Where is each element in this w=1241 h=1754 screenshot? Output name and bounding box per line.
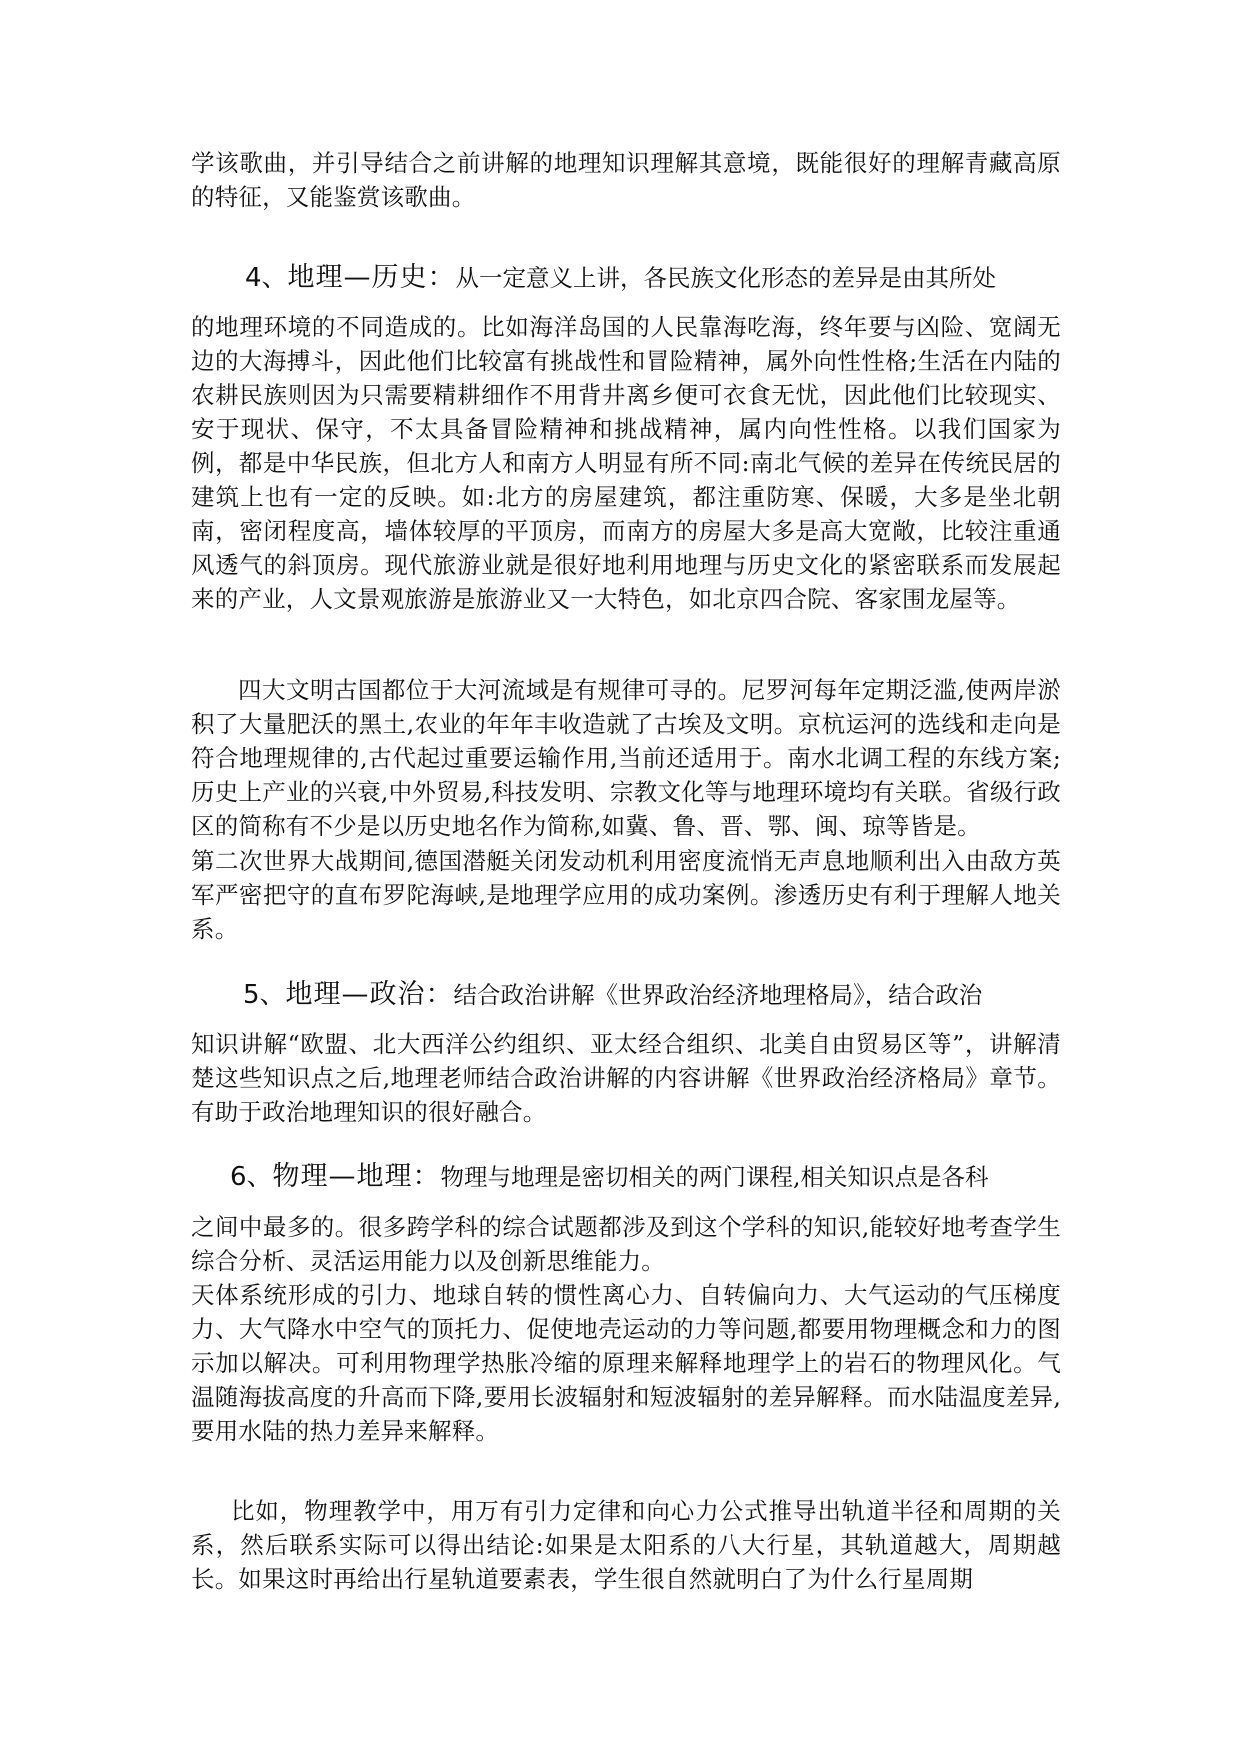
section-4-lead: 从一定意义上讲，各民族文化形态的差异是由其所处 <box>455 264 997 292</box>
section-5-heading <box>191 975 1113 1015</box>
section-4-title: 地理—历史： <box>287 262 456 293</box>
section-6-heading <box>191 1157 1100 1197</box>
intro-paragraph: 学该歌曲，并引导结合之前讲解的地理知识理解其意境，既能很好的理解青藏高原的特征，又能鉴赏该歌曲。 <box>191 149 1061 211</box>
section-6-paragraph-2: 天体系统形成的引力、地球自转的惯性离心力、自转偏向力、大气运动的气压梯度力、大气降水中空气的顶托力、促使地壳运动的力等问题,都要用物理概念和力的图示加以解决。可利用物理学热胀冷缩的原理来解释地理学上的岩石的物理风化。气温随海拔高度的升高而下降,要用长波辐射和短波辐射的差异解释。而水陆温度差异,要用水陆的热力差异来解释。 <box>191 1281 1061 1445</box>
section-5-lead: 结合政治讲解《世界政治经济地理格局》，结合政治 <box>453 981 983 1009</box>
section-6-paragraph-3: 比如，物理教学中，用万有引力定律和向心力公式推导出轨道半径和周期的关系，然后联系实际可以得出结论:如果是太阳系的八大行星，其轨道越大，周期越长。如果这时再给出行星轨道要素表，学生很自然就明白了为什么行星周期 <box>191 1497 1061 1593</box>
section-4-body: 的地理环境的不同造成的。比如海洋岛国的人民靠海吃海，终年要与凶险、宽阔无边的大海搏斗，因此他们比较富有挑战性和冒险精神，属外向性性格;生活在内陆的农耕民族则因为只需要精耕细作不用背井离乡便可衣食无忧，因此他们比较现实、安于现状、保守，不太具备冒险精神和挑战精神，属内向性性格。以我们国家为例，都是中华民族，但北方人和南方人明显有所不同:南北气候的差异在传统民居的建筑上也有一定的反映。如:北方的房屋建筑，都注重防寒、保暖，大多是坐北朝南，密闭程度高，墙体较厚的平顶房，而南方的房屋大多是高大宽敞，比较注重通风透气的斜顶房。现代旅游业就是很好地利用地理与历史文化的紧密联系而发展起来的产业，人文景观旅游是旅游业又一大特色，如北京四合院、客家围龙屋等。 <box>191 313 1061 613</box>
section-5-number: 5、 <box>243 980 286 1010</box>
section-6-number: 6、 <box>230 1162 273 1192</box>
section-4-paragraph-3: 第二次世界大战期间,德国潜艇关闭发动机利用密度流悄无声息地顺利出入由敌方英军严密把守的直布罗陀海峡,是地理学应用的成功案例。渗透历史有利于理解人地关系。 <box>191 847 1061 943</box>
section-6-lead: 物理与地理是密切相关的两门课程,相关知识点是各科 <box>440 1163 989 1191</box>
section-5-body: 知识讲解“欧盟、北大西洋公约组织、亚太经合组织、北美自由贸易区等”，讲解清楚这些知识点之后,地理老师结合政治讲解的内容讲解《世界政治经济格局》章节。有助于政治地理知识的很好融合。 <box>191 1030 1061 1126</box>
section-4-number: 4、 <box>245 263 288 293</box>
section-6-title: 物理—地理： <box>272 1161 441 1192</box>
section-6-body: 之间中最多的。很多跨学科的综合试题都涉及到这个学科的知识,能较好地考查学生综合分析、灵活运用能力以及创新思维能力。 <box>191 1213 1061 1275</box>
section-5-title: 地理—政治： <box>285 979 454 1010</box>
section-4-paragraph-2: 四大文明古国都位于大河流域是有规律可寻的。尼罗河每年定期泛滥,使两岸淤积了大量肥沃的黑土,农业的年年丰收造就了古埃及文明。京杭运河的选线和走向是符合地理规律的,古代起过重要运输作用,当前还适用于。南水北调工程的东线方案;历史上产业的兴衰,中外贸易,科技发明、宗教文化等与地理环境均有关联。省级行政区的简称有不少是以历史地名作为简称,如冀、鲁、晋、鄂、闽、琼等皆是。 <box>191 676 1061 840</box>
section-4-heading <box>191 258 1115 298</box>
